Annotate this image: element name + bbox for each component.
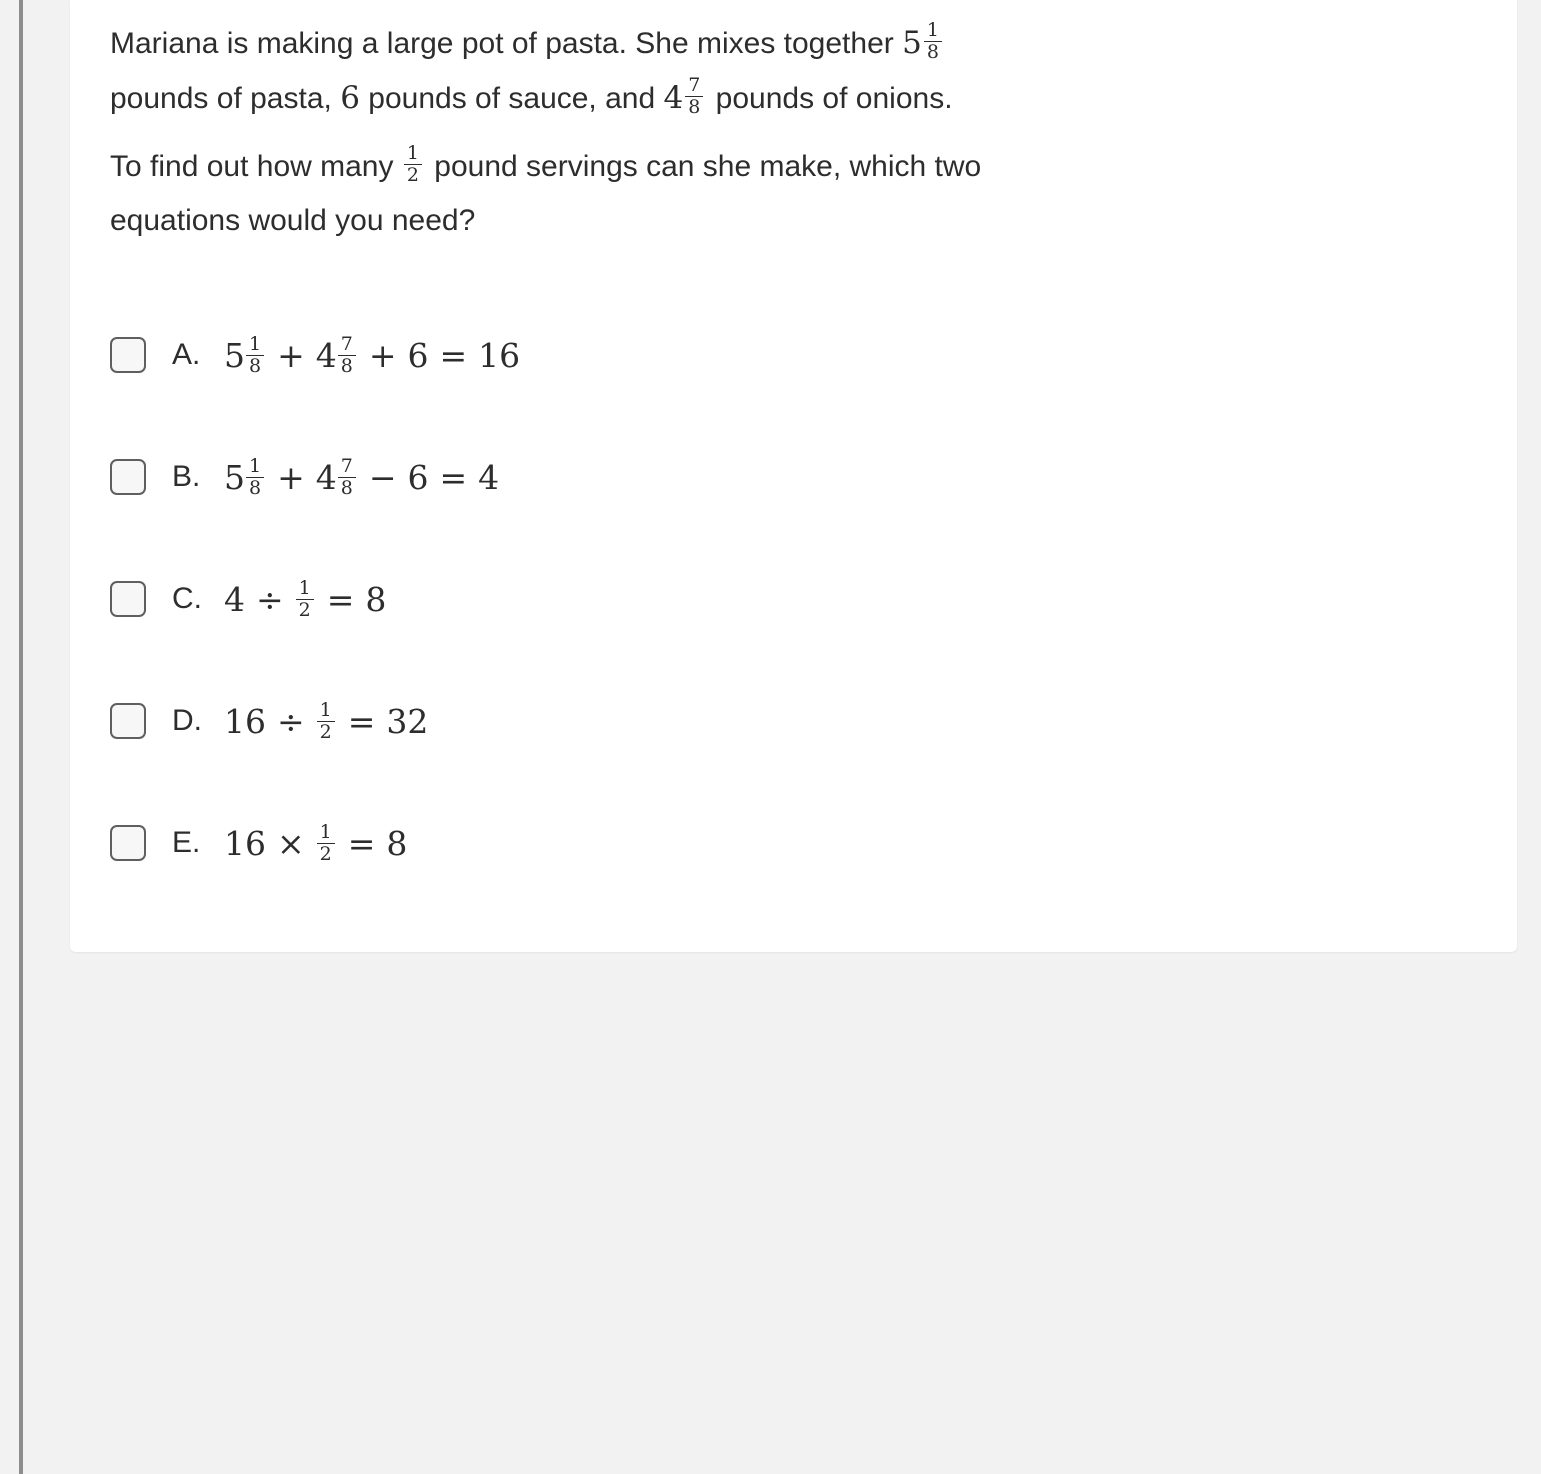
option-letter: A. — [172, 338, 201, 371]
fraction-denominator: 8 — [340, 476, 353, 499]
math-whole-number: 4 — [315, 335, 337, 375]
math-operator: ÷ — [277, 701, 305, 741]
fraction-denominator: 2 — [298, 598, 311, 621]
math-equals: = — [439, 457, 468, 497]
math-operator: − — [368, 457, 397, 497]
math-result: 32 — [386, 701, 429, 741]
answer-option-d[interactable] — [110, 696, 428, 746]
fraction-numerator: 1 — [404, 143, 422, 165]
question-text-segment: Mariana is making a large pot of pasta. She mixes together — [110, 27, 894, 60]
answer-option-b[interactable] — [110, 452, 499, 502]
option-b-checkbox[interactable] — [110, 459, 146, 495]
question-text-segment: pounds of pasta, — [110, 82, 332, 115]
math-number: 4 — [224, 579, 245, 619]
fraction-numerator: 1 — [246, 456, 264, 478]
option-equation — [224, 822, 407, 865]
math-result: 8 — [386, 823, 408, 863]
math-fraction — [296, 578, 314, 621]
math-operator: + — [277, 335, 305, 375]
question-text-segment: To find out how many — [110, 150, 394, 183]
left-border-rule — [19, 0, 23, 1474]
math-operator: + — [277, 457, 305, 497]
math-fraction — [404, 143, 422, 186]
math-whole-number: 4 — [315, 457, 337, 497]
option-equation — [224, 700, 428, 743]
question-paragraph-2 — [110, 140, 1030, 248]
math-equals: = — [347, 823, 376, 863]
option-equation — [224, 334, 520, 377]
answer-option-e[interactable] — [110, 818, 407, 868]
fraction-numerator: 1 — [317, 822, 335, 844]
question-text-segment: pound servings can she make, which two equations would you need? — [110, 150, 982, 237]
math-whole-number: 6 — [340, 80, 360, 116]
math-result: 8 — [365, 579, 387, 619]
math-fraction — [317, 822, 335, 865]
fraction-denominator: 8 — [926, 40, 939, 63]
fraction-denominator: 2 — [406, 163, 419, 186]
fraction-denominator: 8 — [249, 354, 262, 377]
math-operator: ÷ — [256, 579, 284, 619]
question-text — [110, 16, 1030, 262]
math-fraction — [685, 75, 703, 118]
math-number: 6 — [407, 457, 429, 497]
math-operator: + — [368, 335, 397, 375]
option-letter: C. — [172, 582, 202, 615]
math-whole-number: 5 — [224, 335, 245, 375]
option-equation — [224, 578, 386, 621]
question-card — [70, 0, 1517, 952]
question-paragraph-1 — [110, 16, 1030, 126]
fraction-numerator: 1 — [317, 700, 335, 722]
fraction-numerator: 1 — [296, 578, 314, 600]
math-whole-number: 5 — [902, 25, 922, 61]
option-a-checkbox[interactable] — [110, 337, 146, 373]
fraction-numerator: 7 — [338, 456, 356, 478]
fraction-denominator: 8 — [340, 354, 353, 377]
fraction-denominator: 2 — [319, 720, 332, 743]
math-number: 16 — [224, 701, 266, 741]
math-equals: = — [439, 335, 468, 375]
math-whole-number: 4 — [663, 80, 684, 116]
math-number: 16 — [224, 823, 266, 863]
option-equation — [224, 456, 499, 499]
math-fraction — [338, 456, 356, 499]
answer-option-c[interactable] — [110, 574, 386, 624]
math-equals: = — [326, 579, 355, 619]
math-equals: = — [347, 701, 376, 741]
math-result: 16 — [478, 335, 521, 375]
question-text-segment: pounds of sauce, and — [368, 82, 656, 115]
fraction-numerator: 7 — [338, 334, 356, 356]
fraction-denominator: 8 — [249, 476, 262, 499]
math-number: 6 — [407, 335, 429, 375]
fraction-denominator: 8 — [688, 95, 701, 118]
question-text-segment: pounds of onions. — [715, 82, 953, 115]
fraction-numerator: 1 — [246, 334, 264, 356]
answer-option-a[interactable] — [110, 330, 520, 380]
math-fraction — [338, 334, 356, 377]
option-letter: B. — [172, 460, 201, 493]
fraction-numerator: 1 — [924, 20, 942, 42]
math-fraction — [317, 700, 335, 743]
option-c-checkbox[interactable] — [110, 581, 146, 617]
fraction-denominator: 2 — [319, 842, 332, 865]
math-result: 4 — [478, 457, 500, 497]
fraction-numerator: 7 — [685, 75, 703, 97]
math-whole-number: 5 — [224, 457, 245, 497]
option-letter: E. — [172, 826, 201, 859]
option-d-checkbox[interactable] — [110, 703, 146, 739]
math-fraction — [246, 456, 264, 499]
math-fraction — [924, 20, 942, 63]
option-letter: D. — [172, 704, 202, 737]
math-fraction — [246, 334, 264, 377]
option-e-checkbox[interactable] — [110, 825, 146, 861]
math-operator: × — [277, 823, 305, 863]
